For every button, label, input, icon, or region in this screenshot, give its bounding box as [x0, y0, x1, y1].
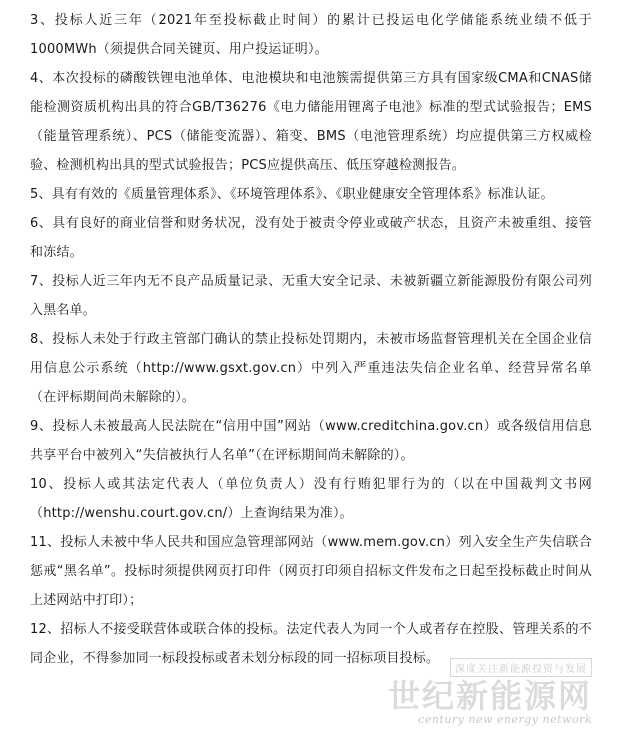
- watermark-tagline: 深度关注新能源投资与发展: [450, 658, 592, 677]
- document-body: [30, 6, 592, 673]
- paragraph-item-9: 9、投标人未被最高人民法院在“信用中国”网站（www.creditchina.gov.cn）或各级信用信息共享平台中被列入“失信被执行人名单”（在评标期间尚未解除的）。: [30, 419, 592, 463]
- paragraph-item-10: 10、投标人或其法定代表人（单位负责人）没有行贿犯罪行为的（以在中国裁判文书网（http://wenshu.court.gov.cn/）上查询结果为准）。: [30, 477, 592, 521]
- watermark-name: 世纪新能源网: [387, 677, 592, 715]
- watermark-english: century new energy network: [418, 713, 592, 726]
- paragraph-item-12: 12、招标人不接受联营体或联合体的投标。法定代表人为同一个人或者存在控股、管理关系的不同企业，不得参加同一标段投标或者未划分标段的同一招标项目投标。: [30, 622, 592, 666]
- paragraph-item-3: 3、投标人近三年（2021年至投标截止时间）的累计已投运电化学储能系统业绩不低于1000MWh（须提供合同关键页、用户投运证明）。: [30, 13, 592, 57]
- paragraph-item-5: 5、具有有效的《质量管理体系》、《环境管理体系》、《职业健康安全管理体系》标准认证。: [30, 187, 554, 202]
- paragraph-item-11: 11、投标人未被中华人民共和国应急管理部网站（www.mem.gov.cn）列入安全生产失信联合惩戒“黑名单”。投标时须提供网页打印件（网页打印须自招标文件发布之日起至投标截止时间从上述网站中打印）；: [30, 535, 592, 608]
- paragraph-item-4: 4、本次投标的磷酸铁锂电池单体、电池模块和电池簇需提供第三方具有国家级CMA和CNAS储能检测资质机构出具的符合GB/T36276《电力储能用锂离子电池》标准的型式试验报告；EMS（能量管理系统）、PCS（储能变流器）、箱变、BMS（电池管理系统）均应提供第三方权威检验、检测机构出具的型式试验报告；PCS应提供高压、低压穿越检测报告。: [30, 71, 592, 173]
- paragraph-item-6: 6、具有良好的商业信誉和财务状况，没有处于被责令停业或破产状态，且资产未被重组、接管和冻结。: [30, 216, 592, 260]
- paragraph-item-8: 8、投标人未处于行政主管部门确认的禁止投标处罚期内，未被市场监督管理机关在全国企业信用信息公示系统（http://www.gsxt.gov.cn）中列入严重违法失信企业名单、经营异常名单（在评标期间尚未解除的）。: [30, 332, 592, 405]
- paragraph-item-7: 7、投标人近三年内无不良产品质量记录、无重大安全记录、未被新疆立新能源股份有限公司列入黑名单。: [30, 274, 592, 318]
